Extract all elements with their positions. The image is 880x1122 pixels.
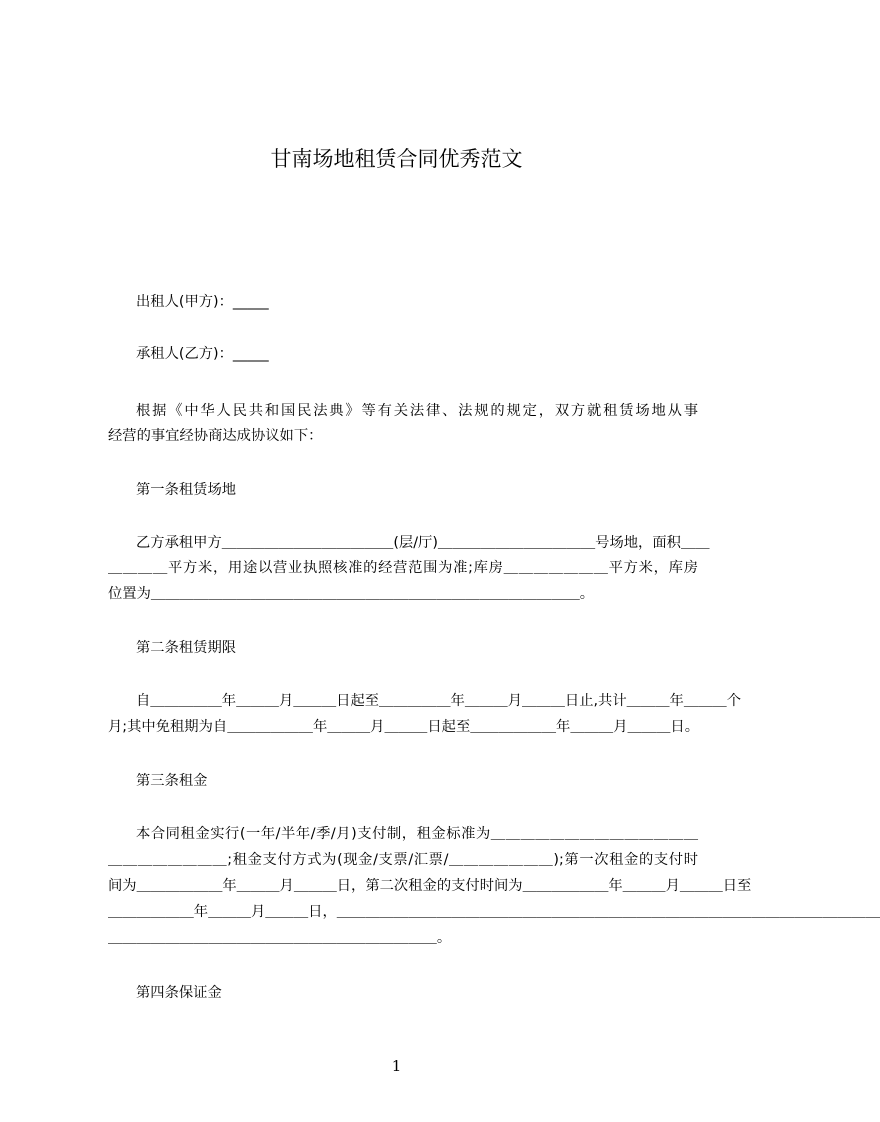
article-3-line-4: ＿＿＿＿＿＿年＿＿＿月＿＿＿日，＿＿＿＿＿＿＿＿＿＿＿＿＿＿＿＿＿＿＿＿＿＿＿＿＿＿＿＿＿＿＿＿＿＿＿＿＿＿ [108,904,880,920]
article-3-line-2: ＿＿＿＿＿＿＿＿;租金支付方式为(现金/支票/汇票/＿＿＿＿＿＿＿);第一次租金的支付时 [108,852,698,868]
preamble-line-1: 根据《中华人民共和国民法典》等有关法律、法规的规定，双方就租赁场地从事 [136,403,698,419]
article-1-line-2: ＿＿＿＿平方米，用途以营业执照核准的经营范围为准;库房＿＿＿＿＿＿＿平方米，库房 [108,560,698,576]
lessee-line: 承租人(乙方)：_____ [136,346,269,362]
article-4-heading: 第四条保证金 [136,985,222,1001]
article-1-line-3: 位置为＿＿＿＿＿＿＿＿＿＿＿＿＿＿＿＿＿＿＿＿＿＿＿＿＿＿＿＿＿＿。 [108,586,595,602]
article-3-heading: 第三条租金 [136,773,208,789]
document-title: 甘南场地租赁合同优秀范文 [270,147,523,171]
lessor-line: 出租人(甲方)：_____ [136,294,269,310]
article-2-line-2: 月;其中免租期为自＿＿＿＿＿＿年＿＿＿月＿＿＿日起至＿＿＿＿＿＿年＿＿＿月＿＿＿日。 [108,719,699,735]
article-3-line-5: ＿＿＿＿＿＿＿＿＿＿＿＿＿＿＿＿＿＿＿＿＿＿＿。 [108,930,452,946]
article-2-line-1: 自＿＿＿＿＿年＿＿＿月＿＿＿日起至＿＿＿＿＿年＿＿＿月＿＿＿日止,共计＿＿＿年＿＿＿个 [136,693,742,709]
article-1-line-1: 乙方承租甲方＿＿＿＿＿＿＿＿＿＿＿＿(层/厅)＿＿＿＿＿＿＿＿＿＿＿号场地，面积＿＿ [136,535,710,551]
article-1-heading: 第一条租赁场地 [136,482,237,498]
article-3-line-1: 本合同租金实行(一年/半年/季/月)支付制，租金标准为＿＿＿＿＿＿＿＿＿＿＿＿＿＿ [136,826,698,842]
article-3-line-3: 间为＿＿＿＿＿＿年＿＿＿月＿＿＿日，第二次租金的支付时间为＿＿＿＿＿＿年＿＿＿月＿＿＿日至 [108,878,752,894]
article-2-heading: 第二条租赁期限 [136,640,237,656]
page-number: 1 [391,1057,402,1075]
preamble-line-2: 经营的事宜经协商达成协议如下： [108,428,323,444]
